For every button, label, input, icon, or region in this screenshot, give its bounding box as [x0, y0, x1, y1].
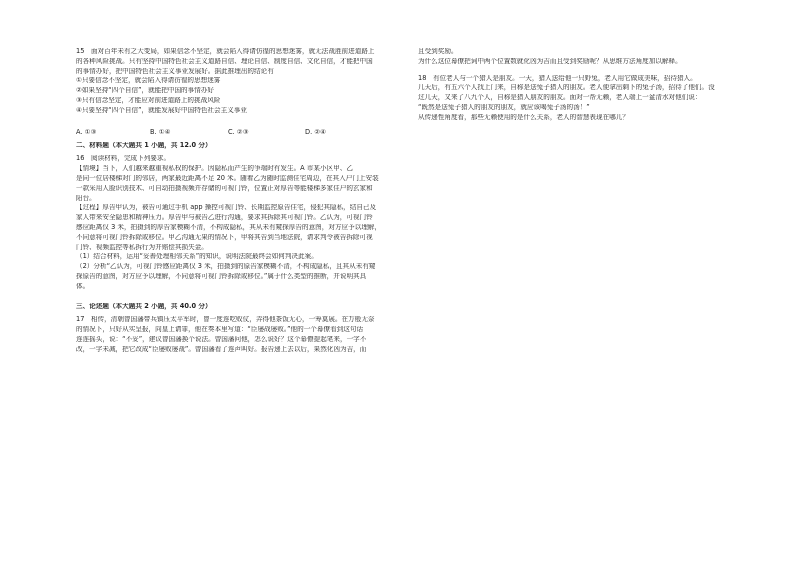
- q16-line: 感应距离仅 3 米，拍摄到的厚告家模糊不清，不构成隐私，其从未有窥探厚告的意图，对方应予以理解，: [76, 223, 382, 231]
- q15-statement: ②如果坚持“四个自信”，就能把中国的事情办好: [76, 87, 215, 95]
- section-2-title: 二、材料题（本大题共 1 小题，共 12.0 分）: [76, 141, 212, 149]
- question-17: [76, 316, 398, 355]
- q16-line: 门铃、视频监控等私拆行为并赔偿其损失金。: [76, 243, 208, 251]
- q18-line: 几天后，有五六个人找上门来，自称是送兔子猎人的朋友。老人便拿出剩下的兔子汤，招待了他们。没: [418, 84, 715, 92]
- q15-statement: ③只有信念坚定，才能应对前进道路上的挑战风险: [76, 96, 221, 104]
- q17-question: 为什么这位幕僚把词中两个位置数就化凶为吉而且受到奖励呢？从思维方法角度加以解释。: [418, 57, 682, 65]
- q16-line: 【情境】当下，人们越来越重视私权的保护。因隐私而产生的争端时有发生。A 市某小区甲、乙: [76, 165, 353, 173]
- q15-line: 15 面对百年未有之大变局，如果信念不坚定，就会陷入得请仿徨的思想迷雾，就无法战胜前进道路上: [76, 48, 375, 55]
- q16-line: 探原告的意图，对方应予以理解，不同意将可视门铃拆除或移位。”属于什么类型的推断，并说明其具: [76, 272, 367, 280]
- q18-line: “既然是送兔子猎人的朋友的朋友，就应该喝兔子汤的汤！”: [418, 103, 590, 111]
- q17-line: 的情况下，只好从实呈报，向皇上请罪，他在奏本里写道：“臣屡战屡败。”他的一个幕僚看到这句话: [76, 326, 364, 334]
- option-b[interactable]: B. ①④: [150, 127, 171, 136]
- q16-line: 不同意将可视门铃拆除或移位。甲乙沟通无果的情况下，甲将其告到当地法院，请求判令被告拆除可视: [76, 233, 373, 241]
- question-15: [76, 48, 398, 138]
- q17-line: 连连摇头，说：“不妥”，建议曾国藩换个说法。曾国藩问他，怎么说好？这个幕僚提起笔来，一字不: [76, 335, 367, 343]
- q16-subquestion-1: （1）结合材料，运用“妥善处理相邻关系”的知识，说明法院最终会如何判决此案。: [76, 253, 318, 261]
- left-column: [76, 48, 398, 356]
- q15-options: [76, 129, 398, 138]
- q16-line: 一款采用人脸识别技术、可自动拍摄视频并存储的可视门铃，位置正对厚告等能楼梯多家住户的玄家和: [76, 184, 373, 192]
- question-16: [76, 155, 398, 292]
- q16-line: 16 阅读材料，完成下列要求。: [76, 155, 171, 163]
- question-18: [418, 75, 740, 124]
- q18-question: 从传递性角度看，那些无赖使用的是什么关系，老人的智慧表现在哪儿？: [418, 113, 629, 121]
- q16-line: 【过程】厚告甲认为，被告可通过手机 app 操控可视门铃、长期监控原告住宅，侵犯其隐私，结自己及: [76, 204, 377, 212]
- q16-subquestion-2: （2）分析“乙认为，可视门铃感应距离仅 3 米，拍摄到的原告家模糊不清，不构成隐私，且其从未有窥: [76, 263, 376, 271]
- q15-statement: ①只要信念不坚定，就会陷入得请彷徨的思想迷雾: [76, 77, 221, 85]
- q18-line: 18 有位老人与一个猎人是朋友。一天，猎人送给他一只野兔，老人用它做成美味，招待猎人。: [418, 74, 697, 82]
- q16-line: 体。: [76, 282, 90, 290]
- q15-line: 的事情办好，把中国特色社会主义事业发展好。据此推理出的结论有: [76, 67, 274, 75]
- q17-line: 改，一字未减，把它改成“臣屡败屡战”。曾国藩看了连声叫好。报告递上去以后，果然化凶为吉，而: [76, 345, 367, 353]
- q16-line: 阳台。: [76, 194, 96, 202]
- option-a[interactable]: A. ①③: [76, 127, 97, 136]
- q15-line: 的各种风险挑战。只有坚持中国特色社会主义道路自信、理论自信、制度自信、文化自信，才能把中国: [76, 57, 373, 65]
- q18-line: 过几天，又来了八九个人，自称是猎人朋友的朋友。面对一帮无赖，老人端上一盆清水对他们说：: [418, 94, 702, 102]
- section-3-title: 三、论述题（本大题共 2 小题，共 40.0 分）: [76, 302, 212, 310]
- q16-line: 是同一位居楼梯对门的邻居，两家最近距离不足 20 米。随着乙为随时监测住宅周边，在其入户门上安装: [76, 174, 379, 182]
- right-column: [418, 48, 740, 124]
- question-17-continued: [418, 48, 740, 68]
- q17-line: 17 相传，清朝曾国藩带兵镇压太平军时，曾一度连吃败仗，弄得他茶饭无心，一筹莫展。在万般无奈: [76, 316, 375, 324]
- q15-statement: ④只要坚持“四个自信”，就能发展好中国特色社会主义事业: [76, 106, 247, 114]
- q17-cont-line: 且受到奖励。: [418, 48, 458, 55]
- option-c[interactable]: C. ②③: [228, 127, 249, 136]
- q16-line: 家人带来安全隐患和精神压力。厚告甲与被告乙进行沟通，要求其拆除其可视门铃。乙认为，可视门铃: [76, 214, 373, 222]
- option-d[interactable]: D. ②④: [305, 127, 327, 136]
